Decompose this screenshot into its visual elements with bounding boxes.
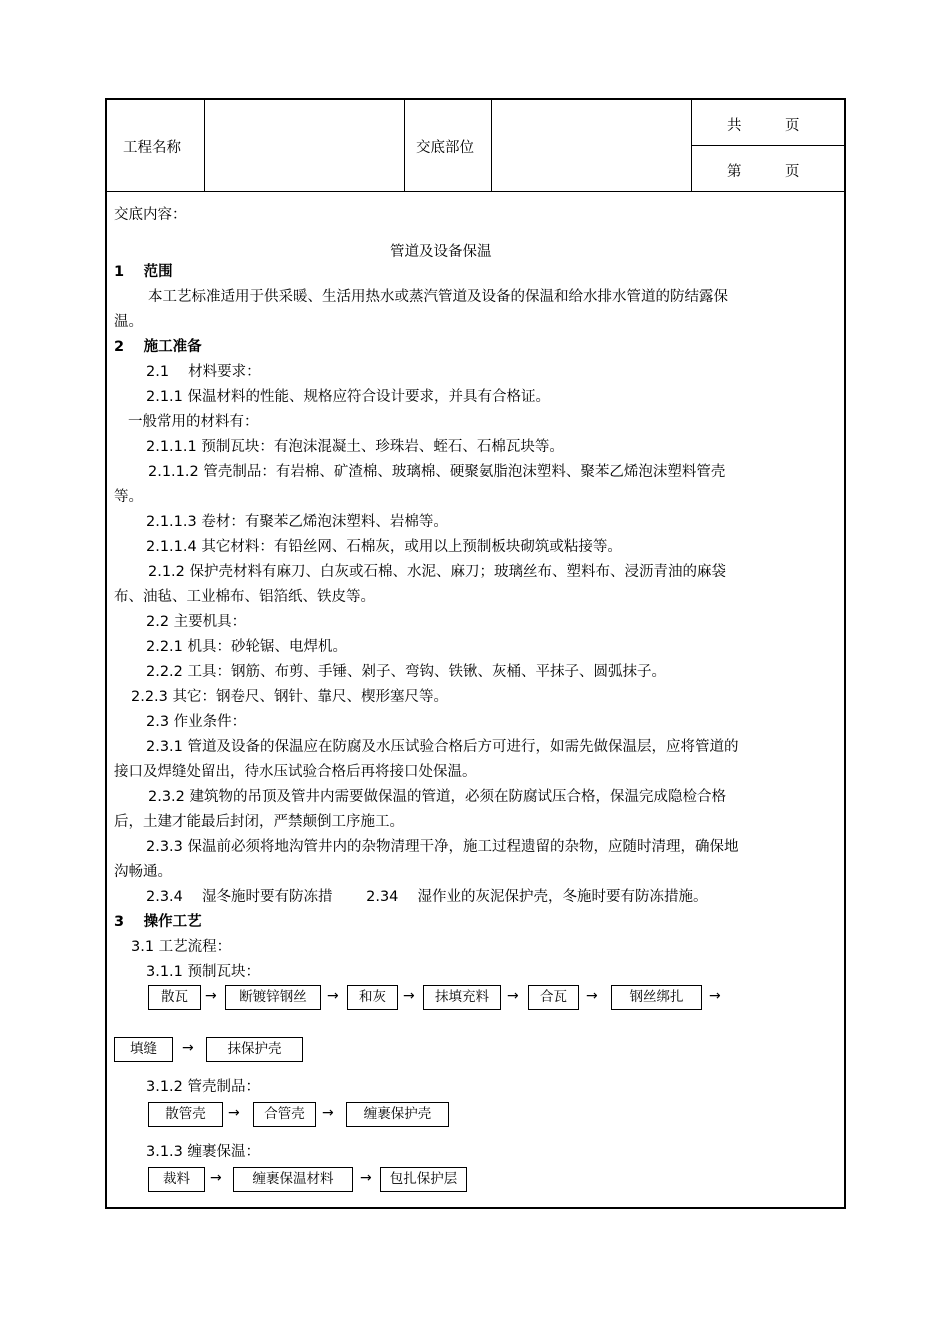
- body-line: 本工艺标准适用于供采暖、生活用热水或蒸汽管道及设备的保温和给水排水管道的防结露保: [148, 289, 728, 305]
- flow-arrow: →: [327, 988, 339, 1004]
- body-line: 2.3 作业条件：: [146, 714, 247, 730]
- body-line: 2.3.3 保温前必须将地沟管井内的杂物清理干净，施工过程遗留的杂物，应随时清理，确保地: [146, 839, 739, 855]
- flow-arrow: →: [507, 988, 519, 1004]
- flow-arrow: →: [205, 988, 217, 1004]
- body-line: 温。: [114, 314, 143, 330]
- body-line: 沟畅通。: [114, 864, 172, 880]
- flow-step-box: 缠裹保护壳: [346, 1102, 449, 1127]
- body-line: 一般常用的材料有：: [128, 414, 259, 430]
- project-name-label: 工程名称: [123, 140, 181, 156]
- flow-step-box: 散管壳: [148, 1102, 223, 1127]
- flow-arrow: →: [709, 988, 721, 1004]
- flow-step-box: 散瓦: [148, 985, 201, 1010]
- flow-step-box: 抹保护壳: [206, 1037, 303, 1062]
- flow-arrow: →: [210, 1170, 222, 1186]
- body-line: 等。: [114, 489, 143, 505]
- body-line: 2.1.1.3 卷材：有聚苯乙烯泡沫塑料、岩棉等。: [146, 514, 448, 530]
- body-line: 2.2 主要机具：: [146, 614, 247, 630]
- flow-arrow: →: [322, 1105, 334, 1121]
- flow-step-box: 裁料: [148, 1167, 205, 1192]
- body-line: 接口及焊缝处留出，待水压试验合格后再将接口处保温。: [114, 764, 477, 780]
- body-line: 布、油毡、工业棉布、铝箔纸、铁皮等。: [114, 589, 375, 605]
- flow-arrow: →: [228, 1105, 240, 1121]
- flow-step-box: 合管壳: [253, 1102, 316, 1127]
- flow-arrow: →: [182, 1040, 194, 1056]
- flow-arrow: →: [403, 988, 415, 1004]
- body-line: 2.1.1 保温材料的性能、规格应符合设计要求，并具有合格证。: [146, 389, 551, 405]
- body-line: 后，土建才能最后封闭，严禁颠倒工序施工。: [114, 814, 404, 830]
- body-line: 2.3.1 管道及设备的保温应在防腐及水压试验合格后方可进行，如需先做保温层，应将管道的: [146, 739, 739, 755]
- body-line: 2.3.4 湿冬施时要有防冻措 2.34 湿作业的灰泥保护壳，冬施时要有防冻措施。: [146, 889, 708, 905]
- body-line: 2.2.3 其它：钢卷尺、钢针、靠尺、楔形塞尺等。: [131, 689, 449, 705]
- flow-step-box: 包扎保护层: [380, 1167, 467, 1192]
- flow-step-box: 抹填充料: [423, 985, 501, 1010]
- section-heading: 1 范围: [114, 264, 173, 280]
- body-line: 2.1.1.1 预制瓦块：有泡沫混凝土、珍珠岩、蛭石、石棉瓦块等。: [146, 439, 564, 455]
- body-line: 3.1.1 预制瓦块：: [146, 964, 261, 980]
- body-line: 3.1.3 缠裹保温：: [146, 1144, 261, 1160]
- flow-step-box: 缠裹保温材料: [233, 1167, 353, 1192]
- flow-step-box: 断镀锌钢丝: [225, 985, 321, 1010]
- flow-step-box: 和灰: [347, 985, 398, 1010]
- document-title: 管道及设备保温: [390, 244, 492, 260]
- body-line: 2.1 材料要求：: [146, 364, 261, 380]
- body-line: 2.3.2 建筑物的吊顶及管井内需要做保温的管道，必须在防腐试压合格，保温完成隐检合格: [148, 789, 726, 805]
- location-label: 交底部位: [416, 140, 474, 156]
- flow-arrow: →: [586, 988, 598, 1004]
- body-line: 2.1.2 保护壳材料有麻刀、白灰或石棉、水泥、麻刀；玻璃丝布、塑料布、浸沥青油的麻袋: [148, 564, 726, 580]
- body-line: 2.1.1.2 管壳制品：有岩棉、矿渣棉、玻璃棉、硬聚氨脂泡沫塑料、聚苯乙烯泡沫塑料管壳: [148, 464, 726, 480]
- section-heading: 3 操作工艺: [114, 914, 202, 930]
- flow-step-box: 填缝: [114, 1037, 173, 1062]
- flow-arrow: →: [360, 1170, 372, 1186]
- total-pages: 共 页: [727, 118, 800, 134]
- page-number: 第 页: [727, 164, 800, 180]
- flow-step-box: 合瓦: [528, 985, 579, 1010]
- body-line: 2.2.1 机具：砂轮锯、电焊机。: [146, 639, 348, 655]
- body-line: 2.2.2 工具：钢筋、布剪、手锤、剁子、弯钩、铁锹、灰桶、平抹子、圆弧抹子。: [146, 664, 667, 680]
- body-line: 3.1 工艺流程：: [131, 939, 232, 955]
- body-line: 2.1.1.4 其它材料：有铅丝网、石棉灰，或用以上预制板块砌筑或粘接等。: [146, 539, 622, 555]
- header-table: [107, 100, 844, 192]
- body-line: 3.1.2 管壳制品：: [146, 1079, 261, 1095]
- section-heading: 2 施工准备: [114, 339, 202, 355]
- flow-step-box: 钢丝绑扎: [611, 985, 702, 1010]
- content-label: 交底内容：: [114, 207, 187, 223]
